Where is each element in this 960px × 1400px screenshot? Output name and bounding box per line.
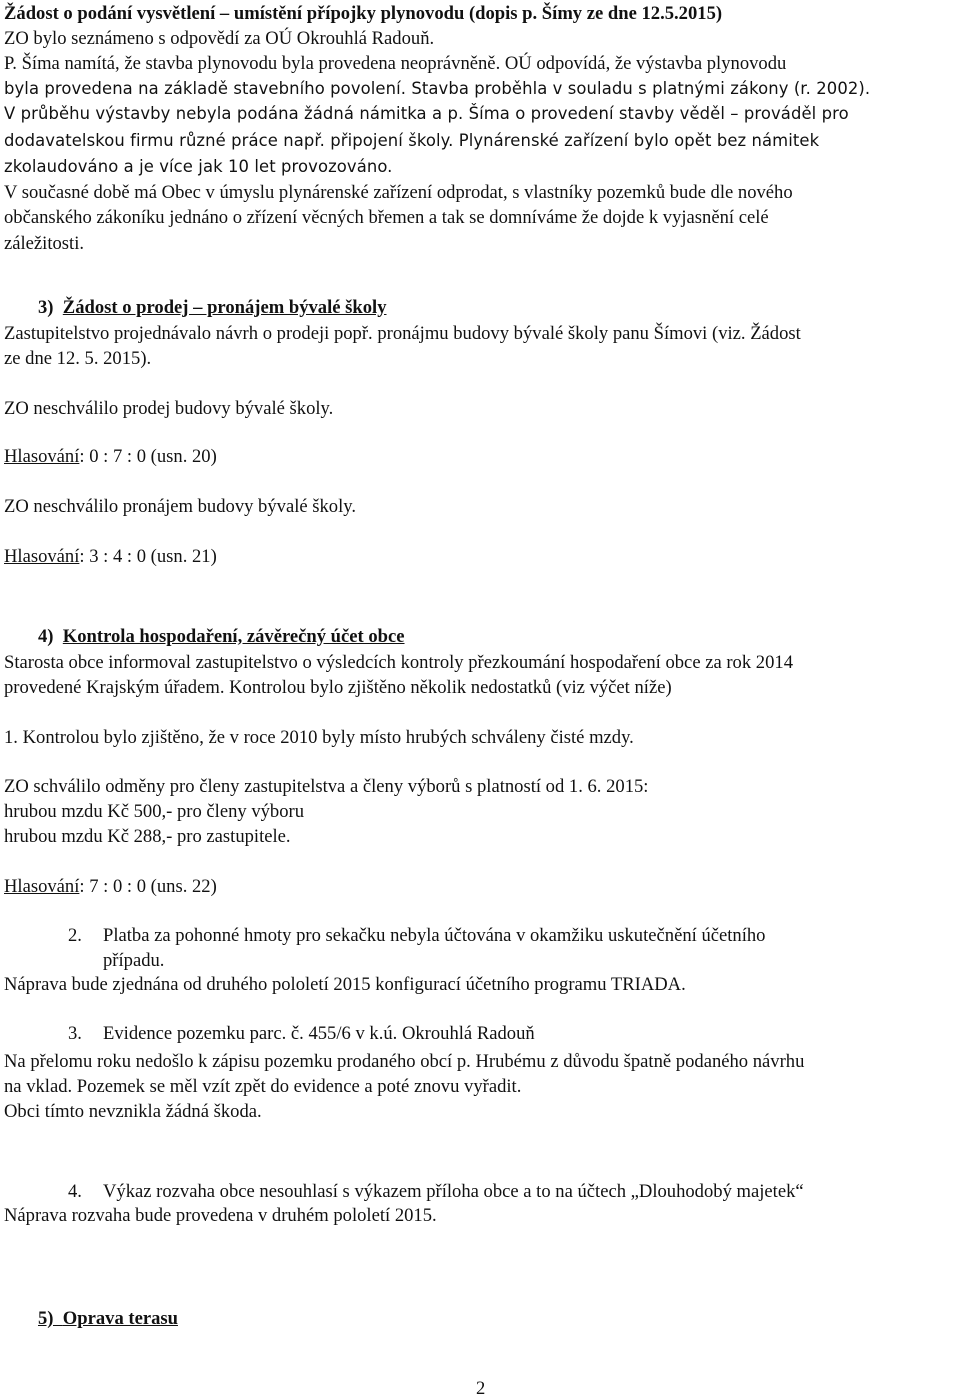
request-title: Žádost o podání vysvětlení – umístění přípojky plynovodu (dopis p. Šímy ze dne 12.5.2015) — [4, 3, 723, 24]
text-line: 1. Kontrolou bylo zjištěno, že v roce 2010 byly místo hrubých schváleny čisté mzdy. — [4, 727, 634, 748]
section-heading-3 — [38, 296, 387, 320]
text-line: ZO schválilo odměny pro členy zastupitelstva a členy výborů s platností od 1. 6. 2015: — [4, 776, 649, 797]
text-line: Na přelomu roku nedošlo k zápisu pozemku prodaného obcí p. Hrubému z důvodu špatně podaného návrhu — [4, 1051, 805, 1072]
list-item-text: Výkaz rozvaha obce nesouhlasí s výkazem příloha obce a to na účtech „Dlouhodobý majetek“ — [103, 1181, 804, 1202]
text-line: ZO bylo seznámeno s odpovědí za OÚ Okrouhlá Radouň. — [4, 28, 435, 49]
text-line: Obci tímto nevznikla žádná škoda. — [4, 1101, 262, 1122]
section-heading-5 — [38, 1307, 178, 1331]
section-heading-4 — [38, 625, 405, 649]
vote-result: : 3 : 4 : 0 (usn. 21) — [79, 546, 217, 567]
text-line: ZO neschválilo prodej budovy bývalé školy. — [4, 398, 334, 419]
list-item-text: Platba za pohonné hmoty pro sekačku nebyla účtována v okamžiku uskutečnění účetního — [103, 925, 766, 946]
vote-label: Hlasování — [4, 446, 80, 467]
text-line: zkolaudováno a je více jak 10 let provozováno. — [4, 157, 393, 176]
list-number: 4. — [68, 1181, 82, 1202]
vote-label: Hlasování — [4, 546, 80, 567]
text-line: Zastupitelstvo projednávalo návrh o prodeji popř. pronájmu budovy bývalé školy panu Šímovi (viz. Žádost — [4, 323, 801, 344]
section-title: Žádost o prodej – pronájem bývalé školy — [62, 297, 387, 318]
text-line: dodavatelskou firmu různé práce např. připojení školy. Plynárenské zařízení bylo opět bez námitek — [4, 131, 820, 150]
text-line: záležitosti. — [4, 233, 85, 254]
text-line: byla provedena na základě stavebního povolení. Stavba proběhla v souladu s platnými zákony (r. 2002). — [4, 79, 871, 98]
text-line: ZO neschválilo pronájem budovy bývalé školy. — [4, 496, 357, 517]
text-line: občanského zákoníku jednáno o zřízení věcných břemen a tak se domníváme že dojde k vyjasnění celé — [4, 207, 769, 228]
list-number: 3. — [68, 1023, 82, 1044]
vote-line — [4, 445, 217, 469]
text-line: provedené Krajským úřadem. Kontrolou bylo zjištěno několik nedostatků (viz výčet níže) — [4, 677, 672, 698]
vote-result: : 7 : 0 : 0 (uns. 22) — [79, 876, 217, 897]
vote-result: : 0 : 7 : 0 (usn. 20) — [79, 446, 217, 467]
section-number: 4) — [38, 626, 54, 647]
list-item-text: případu. — [103, 950, 165, 971]
list-item-text: Evidence pozemku parc. č. 455/6 v k.ú. Okrouhlá Radouň — [103, 1023, 535, 1044]
section-title: Kontrola hospodaření, závěrečný účet obce — [62, 626, 405, 647]
page-number: 2 — [476, 1378, 486, 1399]
list-number: 2. — [68, 925, 82, 946]
vote-line — [4, 545, 217, 569]
text-line: hrubou mzdu Kč 500,- pro členy výboru — [4, 801, 305, 822]
text-line: P. Šíma namítá, že stavba plynovodu byla provedena neoprávněně. OÚ odpovídá, že výstavba plynovodu — [4, 53, 787, 74]
text-line: V současné době má Obec v úmyslu plynárenské zařízení odprodat, s vlastníky pozemků bude dle nového — [4, 182, 793, 203]
section-number: 3) — [38, 297, 54, 318]
section-title: Oprava terasu — [62, 1308, 178, 1329]
text-line: na vklad. Pozemek se měl vzít zpět do evidence a poté znovu vyřadit. — [4, 1076, 522, 1097]
text-line: Starosta obce informoval zastupitelstvo o výsledcích kontroly přezkoumání hospodaření obce za rok 2014 — [4, 652, 793, 673]
vote-line — [4, 875, 217, 899]
text-line: Náprava bude zjednána od druhého pololetí 2015 konfigurací účetního programu TRIADA. — [4, 974, 686, 995]
text-line: ze dne 12. 5. 2015). — [4, 348, 152, 369]
text-line: V průběhu výstavby nebyla podána žádná námitka a p. Šíma o provedení stavby věděl – prováděl pro — [4, 104, 849, 123]
section-number: 5) — [38, 1308, 54, 1329]
text-line: Náprava rozvaha bude provedena v druhém pololetí 2015. — [4, 1205, 437, 1226]
vote-label: Hlasování — [4, 876, 80, 897]
text-line: hrubou mzdu Kč 288,- pro zastupitele. — [4, 826, 291, 847]
